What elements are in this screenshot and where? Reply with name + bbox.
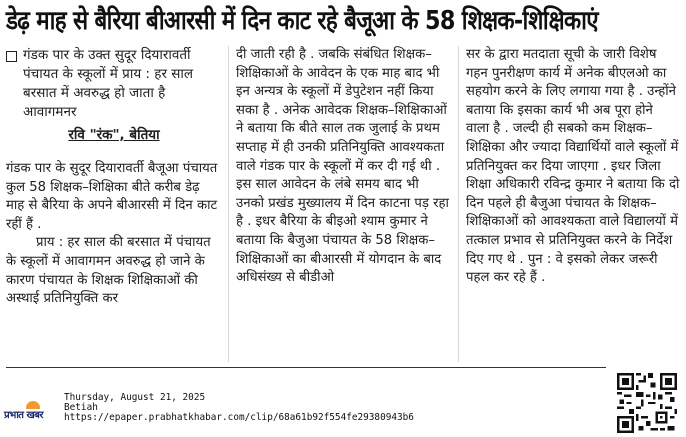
edition: Betiah (64, 402, 98, 414)
publish-date: Thursday, August 21, 2025 (64, 392, 206, 403)
summary-text: गंडक पार के उक्त सुदूर दियारावर्ती पंचायत के स्कूलों में प्राय : हर साल बरसात में अवरुद्ध हो जाता है आवागमनर (23, 47, 194, 120)
square-bullet-icon (6, 51, 17, 62)
prabhat-khabar-logo (4, 401, 58, 421)
qr-code-icon[interactable] (617, 373, 677, 433)
paragraph: दी जाती रही है . जबकि संबंधित शिक्षक–शिक्षिकाओं के आवेदन के एक माह बाद भी इन अन्यत्र के स्कूलों में डेपुटेशन नहीं किया सका है . अनेक आवेदक शिक्षक–शिक्षिकाओं ने बताया कि बीते साल तक जुलाई के प्रथम सप्ताह में ही उनकी प्रतिनियुक्ति आवश्यकता वाले गंडक पार के स्कूलों में कर दी गई थी . इस साल आवेदन के लंबे समय बाद भी उनको प्रखंड मुख्यालय में दिन काटना पड़ रहा है . इधर बैरिया के बीइओ श्याम कुमार ने बताया कि बैजुआ पंचायत के 58 शिक्षक–शिक्षिकाओं का बीआरसी में योगदान के बाद अधिसंख्य से बीडीओ (236, 47, 449, 286)
column-divider (458, 46, 459, 362)
byline: रवि "रंक", बेतिया (68, 127, 160, 143)
bottom-rule (6, 367, 466, 368)
bottom-rule (466, 367, 606, 368)
column-1 (6, 46, 222, 309)
logo-text: प्रभात खबर (4, 410, 43, 421)
paragraph: सर के द्वारा मतदाता सूची के जारी विशेष गहन पुनरीक्षण कार्य में अनेक बीएलओ का सहयोग करने के लिए लगाया गया है . उन्होंने बताया कि इसका कार्य भी अब पूरा होने वाला है . जल्दी ही सबको कम शिक्षक–शिक्षिका और ज्यादा विद्यार्थियों वाले स्कूलों में प्रतिनियुक्त कर दिया जाएगा . इधर जिला शिक्षा अधिकारी रविन्द्र कुमार ने बताया कि दो दिन पहले ही बैजुआ पंचायत के शिक्षक–शिक्षिकाओं को आवश्यकता वाले विद्यालयों में तत्काल प्रभाव से प्रतिनियुक्त करने के निर्देश दिए गए थे . पुन : वे इसको लेकर जरूरी पहल कर रहे हैं . (466, 47, 680, 286)
column-divider (228, 46, 229, 362)
column-3 (466, 46, 680, 288)
summary-box (6, 46, 222, 122)
column-2 (236, 46, 450, 288)
clip-footer (64, 393, 414, 424)
clip-url[interactable]: https://epaper.prabhatkhabar.com/clip/68a61b92f554fe29380943b6 (64, 412, 414, 424)
paragraph: प्राय : हर साल की बरसात में पंचायत के स्कूलों में आवागमन अवरुद्ध हो जाने के कारण पंचायत के शिक्षक शिक्षिकाओं की अस्थाई प्रतिनियुक्ति कर (6, 235, 211, 307)
paragraph: गंडक पार के सुदूर दियारावर्ती बैजूआ पंचायत कुल 58 शिक्षक–शिक्षिका बीते करीब डेढ़ माह से बैरिया के अपने बीआरसी में दिन काट रहीं हैं . (6, 161, 218, 232)
headline: डेढ़ माह से बैरिया बीआरसी में दिन काट रहे बैजूआ के 58 शिक्षक-शिक्षिकाएं (6, 6, 598, 36)
